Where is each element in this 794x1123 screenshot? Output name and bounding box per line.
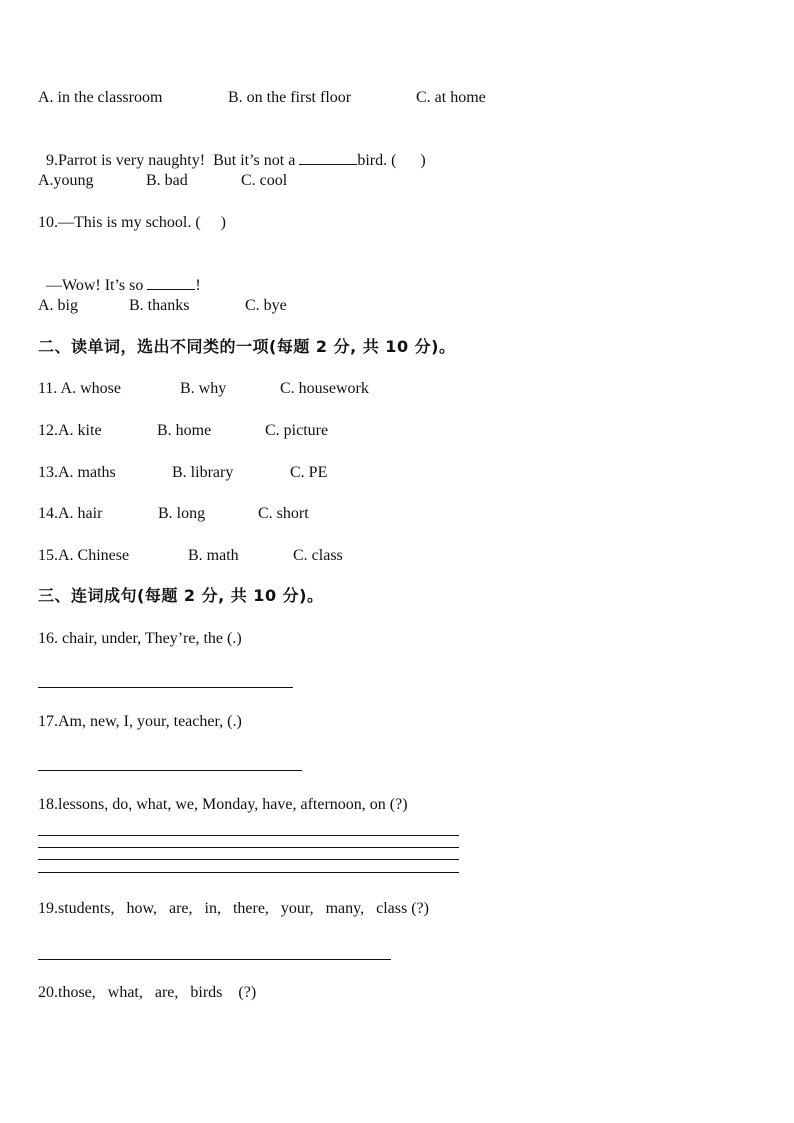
q19-answer-line [38,959,391,960]
question-17: 17.Am, new, I, your, teacher, (.) [38,713,242,730]
q16-answer-line [38,687,293,688]
q10-option-b: B. thanks [129,297,190,314]
q9-text-pre: 9.Parrot is very naughty! But it’s not a [46,152,300,169]
question-10-line2 [38,255,201,296]
q17-answer-line [38,770,302,771]
q9-option-c: C. cool [241,172,288,189]
q18-answer-line [38,872,459,873]
q15-option-c: C. class [293,547,343,564]
q11-option-b: B. why [180,380,227,397]
section-3-title: 三、连词成句(每题 2 分, 共 10 分)。 [38,586,324,605]
q8-option-c: C. at home [416,89,486,106]
q12-option-a: 12.A. kite [38,422,102,439]
q14-option-b: B. long [158,505,206,522]
question-16: 16. chair, under, They’re, the (.) [38,630,242,647]
q10-text-post: ! [195,277,201,294]
question-18: 18.lessons, do, what, we, Monday, have, afternoon, on (?) [38,796,408,813]
q18-answer-line [38,835,459,836]
q10-text-pre: —Wow! It’s so [46,277,148,294]
q10-option-c: C. bye [245,297,287,314]
question-19: 19.students, how, are, in, there, your, many, class (?) [38,900,429,917]
q9-option-a: A.young [38,172,94,189]
section-2-title: 二、读单词，选出不同类的一项(每题 2 分, 共 10 分)。 [38,337,456,356]
q13-option-b: B. library [172,464,234,481]
q12-option-c: C. picture [265,422,329,439]
q15-option-b: B. math [188,547,239,564]
q15-option-a: 15.A. Chinese [38,547,130,564]
q12-option-b: B. home [157,422,212,439]
q10-option-a: A. big [38,297,78,314]
q9-text-post: bird. ( ) [357,152,426,169]
q14-option-c: C. short [258,505,309,522]
question-10-line1: 10.—This is my school. ( ) [38,214,226,231]
q11-option-c: C. housework [280,380,369,397]
question-20: 20.those, what, are, birds (?) [38,984,257,1001]
q18-answer-line [38,847,459,848]
q11-option-a: 11. A. whose [38,380,121,397]
q10-blank [147,275,195,290]
q13-option-c: C. PE [290,464,328,481]
question-9 [38,130,426,171]
q9-blank [299,150,357,165]
q13-option-a: 13.A. maths [38,464,116,481]
q8-option-a: A. in the classroom [38,89,163,106]
q9-option-b: B. bad [146,172,188,189]
q8-option-b: B. on the first floor [228,89,352,106]
q14-option-a: 14.A. hair [38,505,103,522]
q18-answer-line [38,859,459,860]
